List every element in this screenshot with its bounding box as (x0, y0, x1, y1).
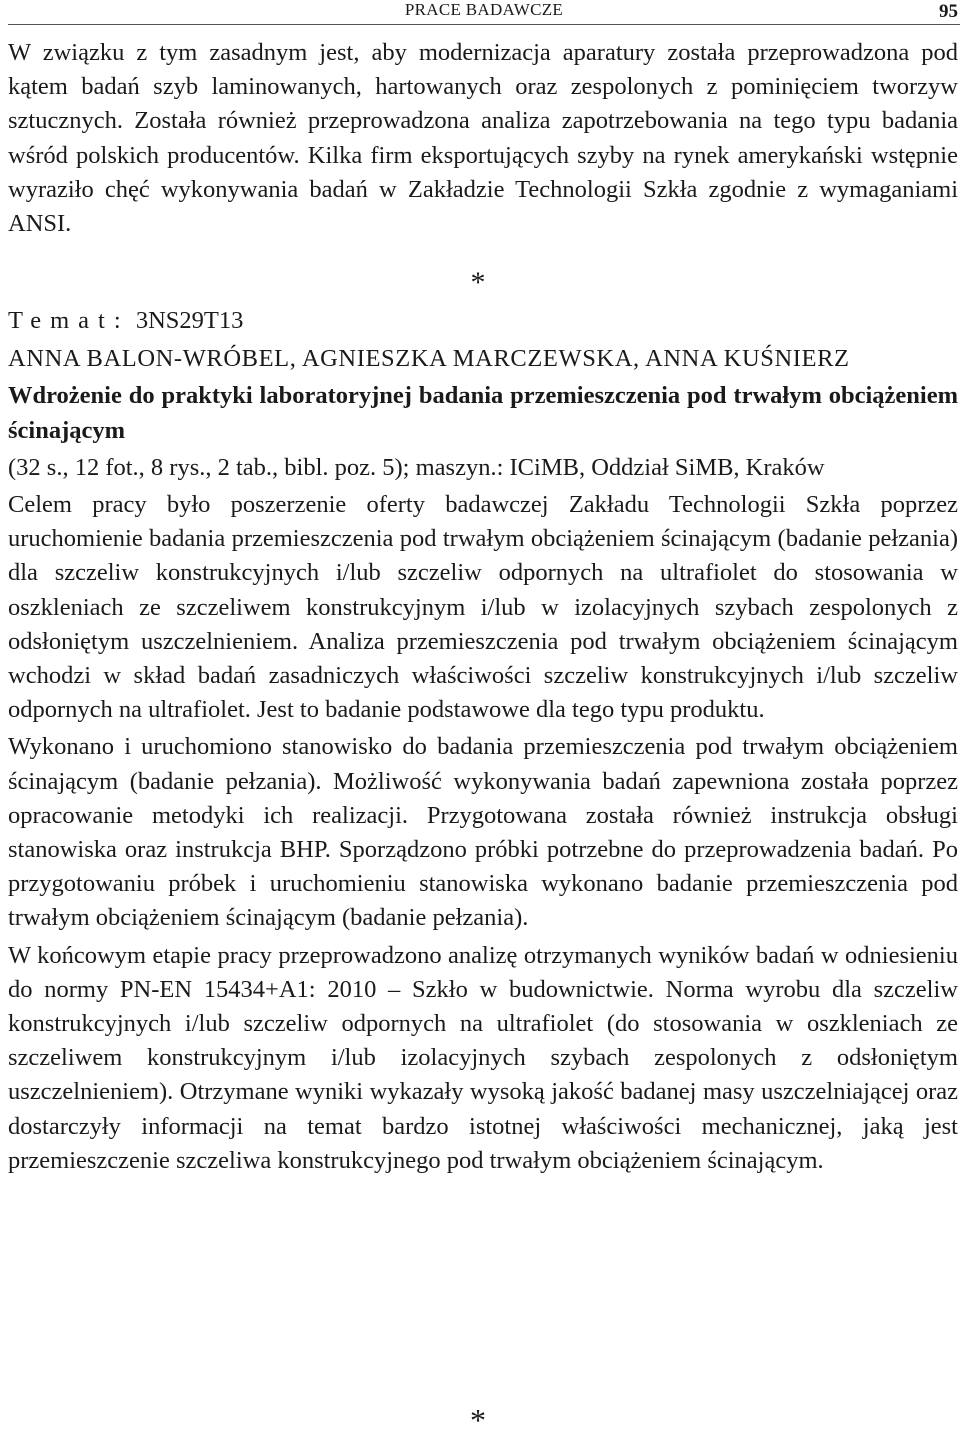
authors: ANNA BALON-WRÓBEL, AGNIESZKA MARCZEWSKA, ANNA KUŚNIERZ (8, 345, 850, 373)
report-entry (8, 304, 958, 1178)
topic-line (8, 304, 958, 338)
section-separator: * (470, 266, 486, 299)
entry-title: Wdrożenie do praktyki laboratoryjnej badania przemieszczenia pod trwałym obciążeniem ścinającym (8, 382, 958, 444)
body-paragraph: W końcowym etapie pracy przeprowadzono analizę otrzymanych wyników badań w odniesieniu do normy PN-EN 15434+A1: 2010 – Szkło w budownictwie. Norma wyrobu dla szczeliw konstrukcyjnych i/lub szczeliw odpornych na ultrafiolet (do stosowania w oszkleniach ze szczeliwem konstrukcyjnym i/lub izolacyjnych szybach zespolonych z odsłoniętym uszczelnieniem). Otrzymane wyniki wykazały wysoką jakość badanej masy uszczelniającej oraz dostarczyły informacji na temat bardzo istotnej właściwości mechanicznej, jaką jest przemieszczenie szczeliwa konstrukcyjnego pod trwałym obciążeniem ścinającym. (8, 941, 958, 1174)
intro-paragraph: W związku z tym zasadnym jest, aby modernizacja aparatury została przeprowadzona pod kątem badań szyb laminowanych, hartowanych oraz zespolonych z pominięciem tworzyw sztucznych. Została również przeprowadzona analiza zapotrzebowania na tego typu badania wśród polskich producentów. Kilka firm eksportujących szyby na rynek amerykański wstępnie wyraziło chęć wykonywania badań w Zakładzie Technologii Szkła zgodnie z wymaganiami ANSI. (8, 39, 958, 238)
page-number: 95 (939, 1, 958, 22)
body-paragraph: Celem pracy było poszerzenie oferty badawczej Zakładu Technologii Szkła poprzez uruchomienie badania przemieszczenia pod trwałym obciążeniem ścinającym (badanie pełzania) dla szczeliw konstrukcyjnych i/lub szczeliw odpornych na ultrafiolet do stosowania w oszkleniach ze szczeliwem konstrukcyjnym i/lub w izolacyjnych szybach zespolonych z odsłoniętym uszczelnieniem. Analiza przemieszczenia pod trwałym obciążeniem ścinającym wchodzi w skład badań zasadniczych właściwości szczeliw konstrukcyjnych i/lub szczeliw odpornych na ultrafiolet. Jest to badanie podstawowe dla tego typu produktu. (8, 491, 958, 724)
body-paragraph: Wykonano i uruchomiono stanowisko do badania przemieszczenia pod trwałym obciążeniem ścinającym (badanie pełzania). Możliwość wykonywania badań zapewniona została poprzez opracowanie metodyki ich realizacji. Przygotowana została również instrukcja obsługi stanowiska oraz instrukcja BHP. Sporządzono próbki potrzebne do przeprowadzenia badań. Po przygotowaniu próbek i uruchomieniu stanowiska wykonano badanie przemieszczenia pod trwałym obciążeniem ścinającym (badanie pełzania). (8, 733, 958, 932)
topic-label: Temat: (8, 307, 130, 334)
intro-section (8, 36, 958, 241)
running-header (8, 0, 960, 25)
section-separator: * (470, 1402, 486, 1438)
topic-code: 3NS29T13 (135, 307, 244, 334)
bibliographic-note: (32 s., 12 fot., 8 rys., 2 tab., bibl. poz. 5); maszyn.: ICiMB, Oddział SiMB, Kraków (8, 453, 825, 481)
running-title: PRACE BADAWCZE (404, 0, 564, 19)
